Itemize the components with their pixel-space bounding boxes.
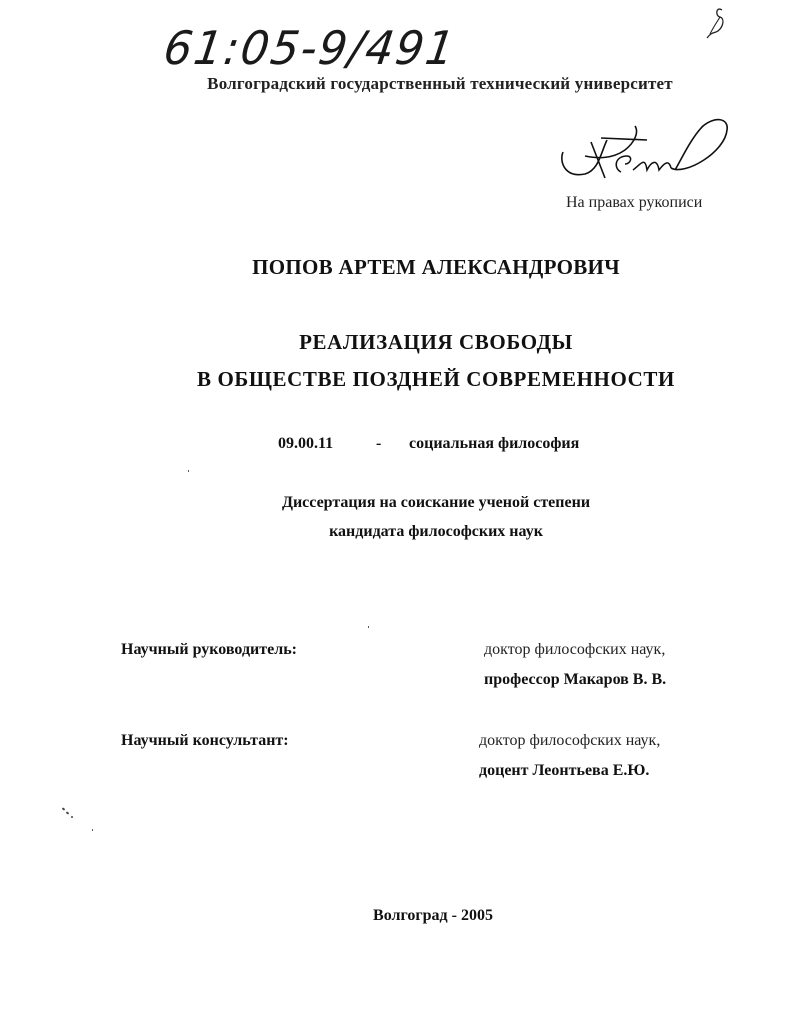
thesis-title-line-1: РЕАЛИЗАЦИЯ СВОБОДЫ [299, 330, 573, 354]
city-and-year: Волгоград - 2005 [373, 907, 493, 924]
author-name: ПОПОВ АРТЕМ АЛЕКСАНДРОВИЧ [252, 255, 620, 279]
supervisor-label: Научный руководитель: [121, 641, 297, 658]
signature-icon [555, 112, 735, 192]
degree-statement-line-2: кандидата философских наук [329, 523, 543, 540]
scan-speck [368, 626, 369, 628]
specialty-name: социальная философия [409, 435, 580, 452]
consultant-degree: доктор философских наук, [479, 732, 661, 749]
thesis-title-line-2: В ОБЩЕСТВЕ ПОЗДНЕЙ СОВРЕМЕННОСТИ [197, 367, 675, 391]
archive-code-handwritten: 61:05-9/491 [160, 22, 460, 76]
degree-statement-line-1: Диссертация на соискание ученой степени [281, 494, 591, 511]
supervisor-degree: доктор философских наук, [484, 641, 666, 658]
university-name: Волгоградский государственный технический университет [207, 74, 673, 93]
specialty-code: 09.00.11 [278, 435, 334, 452]
consultant-label: Научный консультант: [121, 732, 289, 749]
specialty-separator: - [376, 435, 382, 452]
scan-speck [188, 470, 189, 472]
manuscript-rights-note: На правах рукописи [566, 194, 703, 211]
supervisor-name: профессор Макаров В. В. [484, 671, 667, 688]
scan-speck [71, 816, 73, 818]
consultant-name: доцент Леонтьева Е.Ю. [479, 762, 650, 779]
scan-speck [62, 807, 66, 810]
page-number-handwritten-mark [702, 4, 732, 44]
scan-speck [92, 829, 93, 831]
scan-speck [66, 811, 70, 814]
